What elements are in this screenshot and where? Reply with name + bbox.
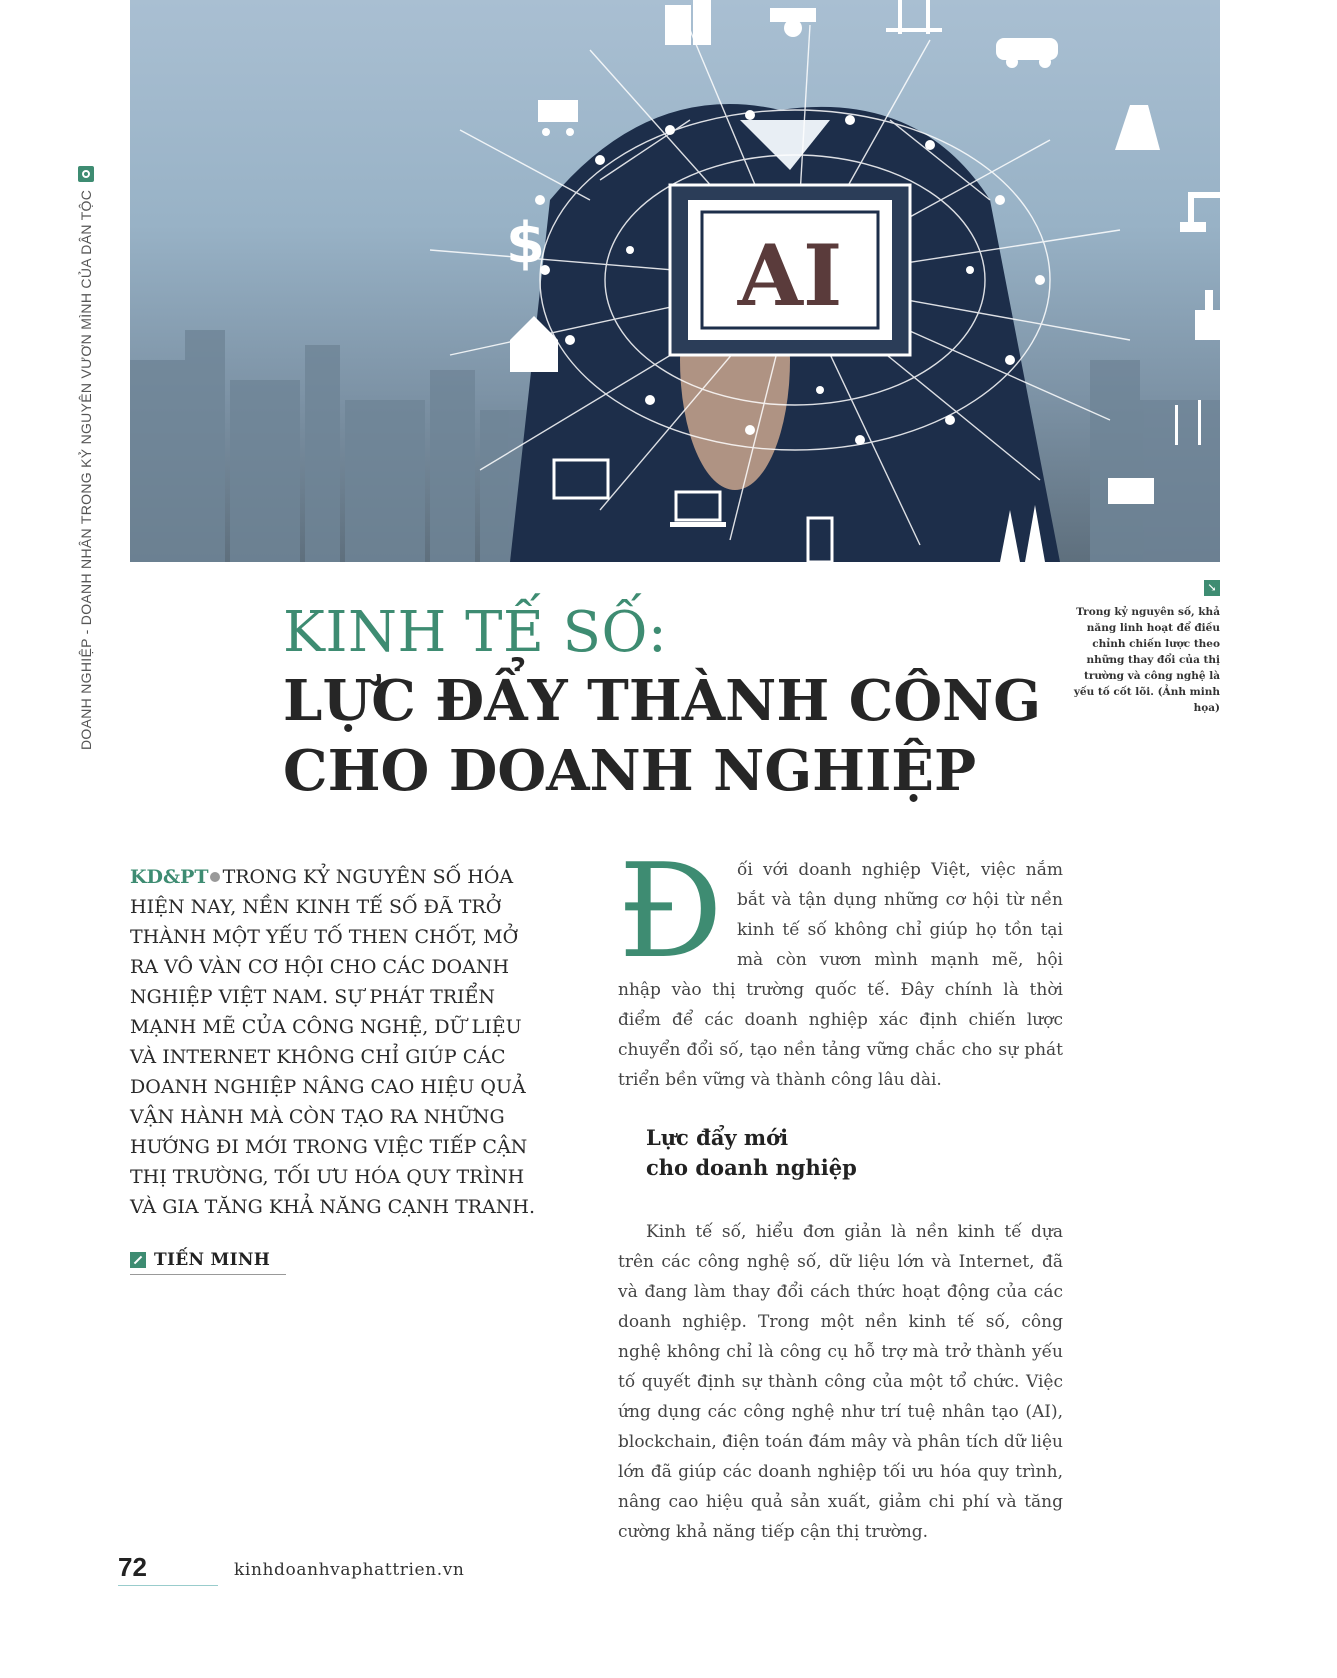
road-icon xyxy=(1115,105,1160,150)
drop-cap: Đ xyxy=(618,835,723,987)
page-number: 72 xyxy=(118,1552,218,1586)
body-paragraph-1: ối với doanh nghiệp Việt, việc nắm bắt và tận dụng những cơ hội từ nền kinh tế số không chỉ giúp họ tồn tại mà còn vươn mình mạnh mẽ, hội nhập vào thị trường quốc tế. Đây chính là thời điểm để các doanh nghiệp xác định chiến lược chuyển đổi số, tạo nền tảng vững chắc cho sự phát triển bền vững và thành công lâu dài. xyxy=(618,860,1063,1090)
title-line-2: LỰC ĐẨY THÀNH CÔNG CHO DOANH NGHIỆP xyxy=(283,668,1042,804)
lede-dot-icon xyxy=(210,872,220,882)
section-logo-icon xyxy=(78,166,94,182)
dollar-icon xyxy=(506,211,545,276)
bridge-icon xyxy=(886,0,942,34)
website-url: kinhdoanhvaphattrien.vn xyxy=(234,1560,465,1580)
running-header xyxy=(78,110,98,750)
robot-arm-icon xyxy=(1180,192,1220,232)
caption-text: Trong kỷ nguyên số, khả năng linh hoạt để điều chỉnh chiến lược theo những thay đổi của thị trường và công nghệ là yếu tố cốt lõi. (Ảnh minh họa) xyxy=(1073,606,1220,714)
lede-text: TRONG KỶ NGUYÊN SỐ HÓA HIỆN NAY, NỀN KINH TẾ SỐ ĐÃ TRỞ THÀNH MỘT YẾU TỐ THEN CHỐT, MỞ RA VÔ VÀN CƠ HỘI CHO CÁC DOANH NGHIỆP VIỆT NAM. SỰ PHÁT TRIỂN MẠNH MẼ CỦA CÔNG NGHỆ, DỮ LIỆU VÀ INTERNET KHÔNG CHỈ GIÚP CÁC DOANH NGHIỆP NÂNG CAO HIỆU QUẢ VẬN HÀNH MÀ CÒN TẠO RA NHỮNG HƯỚNG ĐI MỚI TRONG VIỆC TIẾP CẬN THỊ TRƯỜNG, TỐI ƯU HÓA QUY TRÌNH VÀ GIA TĂNG KHẢ NĂNG CẠNH TRANH. xyxy=(130,866,536,1218)
page-footer xyxy=(118,1552,464,1586)
car-icon xyxy=(996,38,1058,68)
article-title xyxy=(283,600,1063,806)
ai-network-illustration xyxy=(130,0,1220,562)
author-byline xyxy=(130,1250,286,1275)
solar-panel-icon xyxy=(1108,478,1154,504)
lede-paragraph xyxy=(130,862,550,1222)
running-header-text: DOANH NGHIỆP - DOANH NHÂN TRONG KỶ NGUYÊN VƯƠN MÌNH CỦA DÂN TỘC xyxy=(78,189,94,750)
photo-caption xyxy=(1070,580,1220,716)
body-paragraph-2: Kinh tế số, hiểu đơn giản là nền kinh tế dựa trên các công nghệ số, dữ liệu lớn và Internet, đã và đang làm thay đổi cách thức hoạt động của các doanh nghiệp. Trong một nền kinh tế số, công nghệ không chỉ là công cụ hỗ trợ mà trở thành yếu tố quyết định sự thành công của một tổ chức. Việc ứng dụng các công nghệ như trí tuệ nhân tạo (AI), blockchain, điện toán đám mây và phân tích dữ liệu lớn đã giúp các doanh nghiệp tối ưu hóa quy trình, nâng cao hiệu quả sản xuất, giảm chi phí và tăng cường khả năng tiếp cận thị trường. xyxy=(618,1222,1063,1542)
building-icon xyxy=(665,0,711,45)
subheading-line-2: cho doanh nghiệp xyxy=(646,1155,857,1180)
subheading xyxy=(646,1123,1063,1183)
body-column xyxy=(618,835,1063,1547)
factory-icon xyxy=(1195,284,1220,340)
svg-text:$: $ xyxy=(506,211,545,276)
ai-chip-label: AI xyxy=(737,226,843,325)
subheading-line-1: Lực đẩy mới xyxy=(646,1125,789,1150)
hero-image xyxy=(130,0,1220,562)
title-line-1: KINH TẾ SỐ: xyxy=(283,600,668,665)
lede-tag: KD&PT xyxy=(130,866,209,888)
caption-arrow-icon: ↘ xyxy=(1204,580,1220,596)
pen-icon xyxy=(130,1252,146,1268)
shopping-cart-icon xyxy=(538,100,578,136)
author-name: TIẾN MINH xyxy=(154,1250,271,1270)
